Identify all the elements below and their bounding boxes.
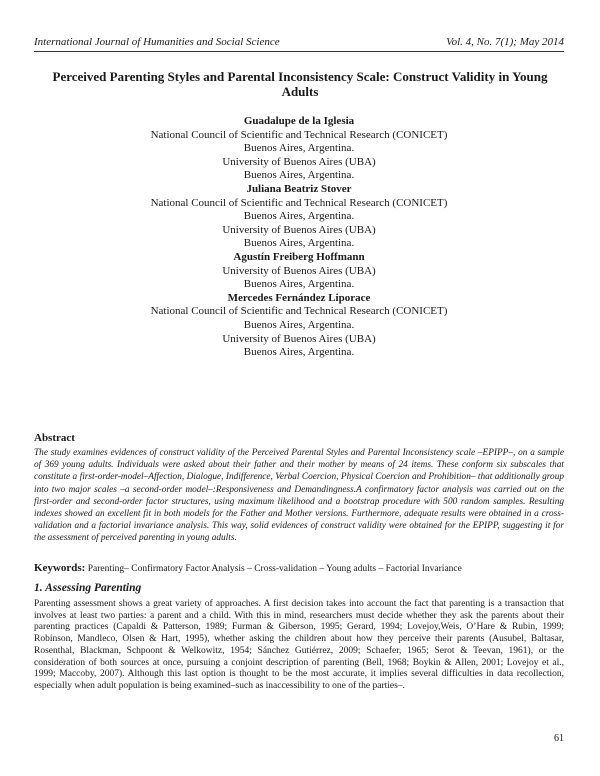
keywords-label: Keywords:	[34, 562, 86, 574]
author-affiliation: Buenos Aires, Argentina.	[243, 142, 355, 155]
abstract-heading: Abstract	[34, 432, 75, 444]
author-affiliation: National Council of Scientific and Technical Research (CONICET)	[150, 128, 448, 141]
author-name: Mercedes Fernández Liporace	[227, 291, 371, 304]
paper-title: Perceived Parenting Styles and Parental Inconsistency Scale: Construct Validity in Young Adults	[52, 69, 548, 99]
author-affiliation: University of Buenos Aires (UBA)	[222, 332, 376, 345]
author-block	[34, 115, 564, 360]
author-affiliation: Buenos Aires, Argentina.	[243, 278, 355, 291]
author-entry	[34, 115, 564, 183]
author-entry	[34, 183, 564, 251]
header-rule	[34, 51, 564, 52]
abstract-text: The study examines evidences of construct validity of the Perceived Parental Styles and Parental Inconsistency scale –EPIPP–, on a sample of 369 young adults. Individuals were asked about their father and their mother by means of 24 items. These conform six subscales that constitute a first-order-model–Affection, Dialogue, Indifference, Verbal Coercion, Physical Coercion and Prohibition– that additionally group into two major scales –a second-order model–:Responsiveness and Demandingness.A confirmatory factor analysis was carried out on the first-order and second-order factor structures, using maximum likelihood and a bootstrap procedure with 500 random samples. Resulting indexes showed an excellent fit in both models for the Father and Mother versions. Furthermore, adequate results were obtained in a cross-validation and a factorial invariance analysis. This way, solid evidences of construct validity were obtained for the EPIPP, suggesting it for the assessment of perceived parenting in young adults.	[34, 448, 564, 544]
author-affiliation: Buenos Aires, Argentina.	[243, 169, 355, 182]
author-affiliation: Buenos Aires, Argentina.	[243, 318, 355, 331]
author-name: Juliana Beatriz Stover	[246, 182, 352, 195]
author-entry	[34, 292, 564, 360]
section-body-text: Parenting assessment shows a great variety of approaches. A first decision takes into account the fact that parenting is a transaction that involves at least two parties: a parent and a child. With this in mind, researchers must decide whether they ask the parents about their parenting practices (Capaldi & Patterson, 1989; Furman & Giberson, 1995; Gerard, 1994; Lovejoy,Weis, O’Hare & Rubin, 1999; Robinson, Mandleco, Olsen & Hart, 1995), whether asking the children about how they perceive their parents (Ausubel, Baltasar, Rosenthal, Blackman, Schpoont & Welkowitz, 1954; Sánchez Gutiérrez, 2009; Schaefer, 1965; Serot & Teevan, 1961), or the consideration of both sources at once, pursuing a conjoint description of parenting (Bell, 1968; Boykin & Allen, 2001; Lovejoy et al., 1999; Maccoby, 2007). Although this last option is thought to be the most accurate, it implies several difficulties in data recollection, especially when adult population is being examined–such as inaccessibility to one of the parties–.	[34, 599, 564, 691]
author-entry	[34, 251, 564, 292]
keywords-text: Parenting– Confirmatory Factor Analysis – Cross-validation – Young adults – Factorial Invariance	[87, 564, 462, 574]
issue-info: Vol. 4, No. 7(1); May 2014	[446, 36, 564, 48]
author-affiliation: University of Buenos Aires (UBA)	[222, 264, 376, 277]
running-header	[34, 36, 564, 50]
author-affiliation: National Council of Scientific and Technical Research (CONICET)	[150, 305, 448, 318]
author-affiliation: University of Buenos Aires (UBA)	[222, 223, 376, 236]
author-affiliation: Buenos Aires, Argentina.	[243, 210, 355, 223]
author-affiliation: Buenos Aires, Argentina.	[243, 346, 355, 359]
author-affiliation: Buenos Aires, Argentina.	[243, 237, 355, 250]
keywords-line	[34, 562, 570, 574]
page-number: 61	[554, 733, 564, 744]
author-name: Guadalupe de la Iglesia	[243, 115, 355, 127]
author-affiliation: National Council of Scientific and Technical Research (CONICET)	[150, 196, 448, 209]
author-affiliation: University of Buenos Aires (UBA)	[222, 155, 376, 168]
journal-name: International Journal of Humanities and Social Science	[34, 36, 280, 48]
author-name: Agustín Freiberg Hoffmann	[233, 250, 365, 263]
section-heading: 1. Assessing Parenting	[34, 582, 142, 594]
